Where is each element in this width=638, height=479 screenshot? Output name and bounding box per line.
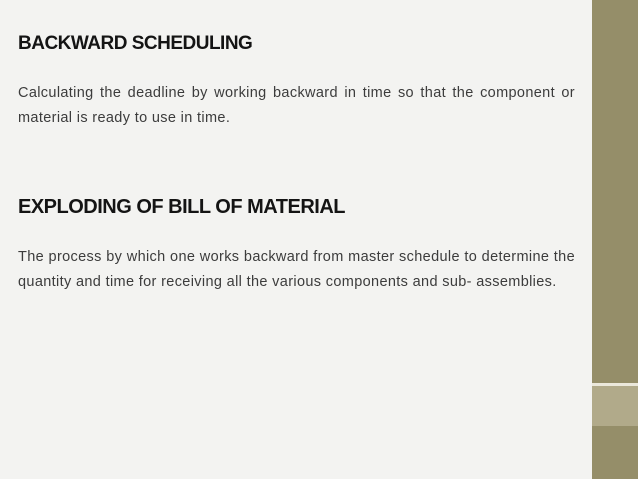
section-body-backward-scheduling: Calculating the deadline by working backward in time so that the component or material is ready to use in time. [18,85,575,126]
section-body-exploding-bom: The process by which one works backward from master schedule to determine the quantity and time for receiving all the various components and sub- assemblies. [18,249,575,290]
section-heading-exploding-bom: EXPLODING OF BILL OF MATERIAL [18,196,345,218]
decorative-sidebar [592,0,638,479]
sidebar-accent-block [592,386,638,426]
section-heading-backward-scheduling: BACKWARD SCHEDULING [18,33,253,54]
